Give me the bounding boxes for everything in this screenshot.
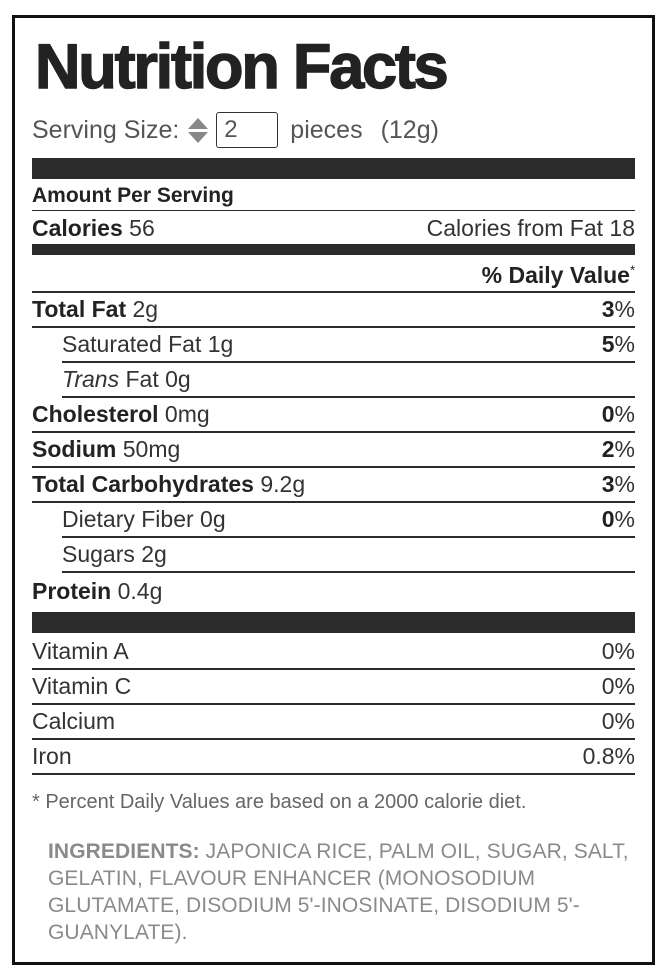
vitamin-row-vitamin-c: Vitamin C 0% (32, 670, 635, 705)
nutrition-facts-label (12, 15, 655, 965)
serving-size-row (32, 110, 439, 150)
nutrient-row-sugars: Sugars 2g (62, 538, 635, 573)
vitamin-row-iron: Iron 0.8% (32, 740, 635, 775)
nutrient-row-sodium: Sodium 50mg 2% (32, 433, 635, 468)
serving-size-label: Serving Size: (32, 115, 180, 144)
ingredients-list (48, 838, 631, 946)
nutrient-row-cholesterol: Cholesterol 0mg 0% (32, 398, 635, 433)
nutrient-row-total-carbohydrates: Total Carbohydrates 9.2g 3% (32, 468, 635, 503)
quantity-stepper-icon[interactable] (188, 115, 208, 145)
serving-weight: (12g) (380, 115, 439, 144)
calories-amount: Calories 56 (32, 214, 155, 241)
nutrient-row-protein: Protein 0.4g (32, 577, 163, 604)
thick-divider (32, 612, 635, 633)
serving-quantity-input[interactable] (216, 112, 278, 148)
calories-from-fat: Calories from Fat 18 (426, 214, 635, 241)
label-content (32, 18, 635, 962)
vitamin-row-calcium: Calcium 0% (32, 705, 635, 740)
nutrient-row-saturated-fat: Saturated Fat 1g 5% (62, 328, 635, 363)
daily-value-percent: 3% (601, 296, 635, 322)
nutrient-row-trans-fat: Trans Fat 0g (62, 363, 635, 398)
daily-value-header-row (32, 259, 635, 293)
amount-per-serving-heading: Amount Per Serving (32, 182, 635, 211)
medium-divider (32, 244, 635, 255)
serving-unit: pieces (290, 115, 363, 144)
daily-value-percent: 0% (601, 506, 635, 532)
daily-value-percent: 0% (601, 401, 635, 427)
daily-value-header: % Daily Value* (481, 261, 635, 288)
nutrient-row-dietary-fiber: Dietary Fiber 0g 0% (62, 503, 635, 538)
page-title: Nutrition Facts (35, 32, 447, 102)
calories-row (32, 212, 635, 244)
increment-arrow-icon[interactable] (188, 118, 208, 129)
daily-value-percent: 5% (601, 331, 635, 357)
ingredients-label: INGREDIENTS: (48, 840, 200, 863)
daily-value-footnote: * Percent Daily Values are based on a 2000 calorie diet. (32, 791, 527, 813)
ingredients-text: JAPONICA RICE, PALM OIL, SUGAR, SALT, GELATIN, FLAVOUR ENHANCER (MONOSODIUM GLUTAMATE, DISODIUM 5'-INOSINATE, DISODIUM 5'-GUANYLATE). (48, 840, 629, 944)
nutrient-row-total-fat: Total Fat 2g 3% (32, 293, 635, 328)
vitamin-row-vitamin-a: Vitamin A 0% (32, 635, 635, 670)
decrement-arrow-icon[interactable] (188, 132, 208, 143)
daily-value-percent: 3% (601, 471, 635, 497)
thick-divider (32, 158, 635, 179)
daily-value-percent: 2% (601, 436, 635, 462)
